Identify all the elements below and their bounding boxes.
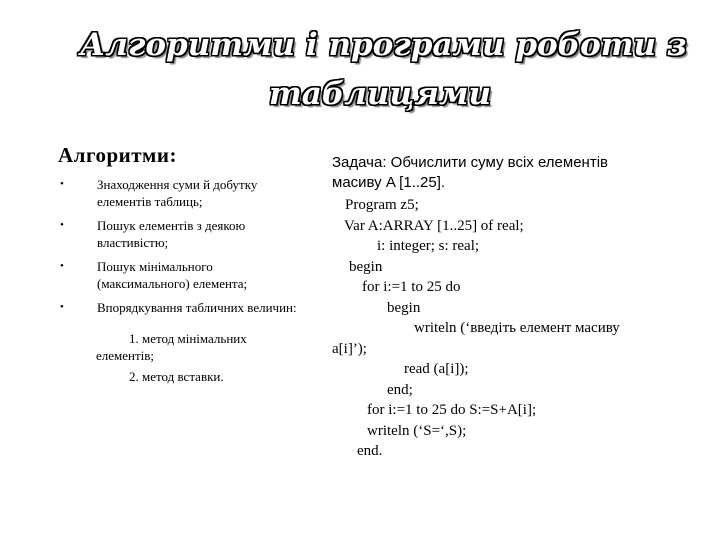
sorting-method-1: 1. метод мінімальних bbox=[129, 331, 247, 346]
code-line: a[i]’); bbox=[332, 340, 367, 357]
code-line: writeln (‘введіть елемент масиву bbox=[414, 320, 620, 336]
code-line: Program z5; bbox=[345, 197, 419, 213]
bullet-icon: • bbox=[60, 219, 64, 231]
program-code bbox=[332, 195, 712, 462]
code-line: begin bbox=[349, 258, 383, 275]
list-item bbox=[58, 176, 308, 210]
list-item bbox=[58, 217, 308, 251]
slide-title-line-1: Алгоритми і програми роботи з bbox=[80, 27, 687, 63]
sorting-method-2: 2. метод вставки. bbox=[129, 369, 224, 384]
list-item-text: Знаходження суми й добутку елементів таблиць; bbox=[97, 177, 258, 209]
code-line: for i:=1 to 25 do bbox=[362, 279, 461, 295]
list-item-text: Пошук елементів з деякою властивістю; bbox=[97, 218, 246, 250]
task-statement bbox=[332, 153, 692, 193]
list-item bbox=[58, 299, 308, 316]
algorithms-heading: Алгоритми: bbox=[58, 143, 177, 167]
list-item-text: Впорядкування табличних величин: bbox=[97, 300, 297, 315]
code-line: read (a[i]); bbox=[404, 361, 469, 377]
slide-title-line-2: таблицями bbox=[268, 76, 492, 112]
bullet-icon: • bbox=[60, 178, 64, 190]
bullet-icon: • bbox=[60, 260, 64, 272]
sorting-method-1-cont: елементів; bbox=[96, 348, 155, 363]
code-line: Var A:ARRAY [1..25] of real; bbox=[344, 217, 524, 234]
bullet-icon: • bbox=[60, 301, 64, 313]
algorithms-list bbox=[58, 176, 308, 323]
code-line: end. bbox=[357, 443, 383, 459]
code-line: writeln (‘S=‘,S); bbox=[367, 422, 467, 439]
list-item-text: Пошук мінімального (максимального) елемента; bbox=[97, 259, 248, 291]
task-text-cont: масиву A [1..25]. bbox=[332, 174, 446, 191]
list-item bbox=[58, 258, 308, 292]
code-line: begin bbox=[387, 299, 421, 316]
task-text: : Обчислити суму всіх елементів bbox=[382, 154, 608, 171]
code-line: i: integer; s: real; bbox=[377, 238, 480, 254]
code-line: for i:=1 to 25 do S:=S+A[i]; bbox=[367, 402, 537, 418]
code-line: end; bbox=[387, 381, 413, 398]
task-label: Задача bbox=[332, 154, 383, 171]
sorting-methods bbox=[96, 330, 306, 385]
